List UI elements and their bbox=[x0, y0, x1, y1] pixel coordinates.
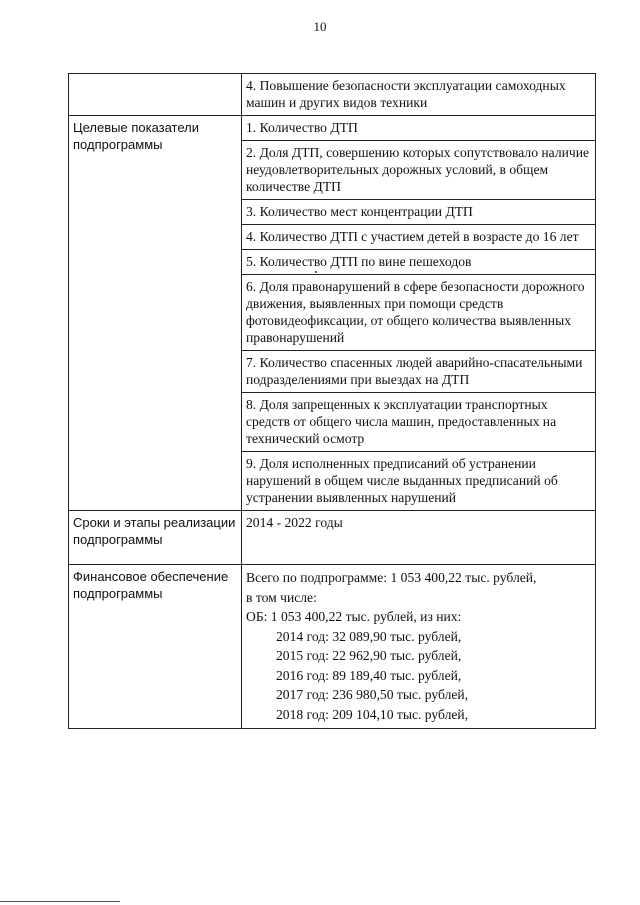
target-item-3: 3. Количество мест концентрации ДТП bbox=[242, 200, 596, 225]
table-row bbox=[69, 74, 596, 116]
finance-year-2015: 2015 год: 22 962,90 тыс. рублей, bbox=[276, 648, 462, 663]
row-label-empty bbox=[69, 74, 242, 116]
target-item-9: 9. Доля исполненных предписаний об устранении нарушений в общем числе выданных предписаний об устранении выявленных нарушений bbox=[242, 452, 596, 511]
row-value-terms: 2014 - 2022 годы bbox=[242, 511, 596, 565]
target-item-7: 7. Количество спасенных людей аварийно-спасательными подразделениями при выездах на ДТП bbox=[242, 351, 596, 393]
table-row bbox=[69, 116, 596, 141]
row-label-finance: Финансовое обеспечение подпрограммы bbox=[69, 565, 242, 729]
target-item-6: 6. Доля правонарушений в сфере безопасности дорожного движения, выявленных при помощи средств фотовидеофиксации, от общего количества выявленных правонарушений bbox=[242, 275, 596, 351]
scan-dot-mark bbox=[315, 271, 317, 273]
target-item-4: 4. Количество ДТП с участием детей в возрасте до 16 лет bbox=[242, 225, 596, 250]
target-item-5: 5. Количество ДТП по вине пешеходов bbox=[242, 250, 596, 275]
row-value-safety-machines: 4. Повышение безопасности эксплуатации самоходных машин и других видов техники bbox=[242, 74, 596, 116]
finance-year-2016: 2016 год: 89 189,40 тыс. рублей, bbox=[276, 667, 462, 683]
finance-total: Всего по подпрограмме: 1 053 400,22 тыс. рублей, bbox=[246, 570, 537, 585]
row-value-finance bbox=[242, 565, 596, 729]
finance-year-2014: 2014 год: 32 089,90 тыс. рублей, bbox=[276, 628, 462, 644]
page-number: 10 bbox=[313, 19, 327, 34]
target-item-1: 1. Количество ДТП bbox=[242, 116, 596, 141]
finance-year-2018: 2018 год: 209 104,10 тыс. рублей, bbox=[276, 706, 469, 722]
finance-year-2017: 2017 год: 236 980,50 тыс. рублей, bbox=[276, 687, 469, 702]
table-row bbox=[69, 565, 596, 729]
row-label-targets: Целевые показатели подпрограммы bbox=[69, 116, 242, 511]
program-passport-table bbox=[68, 73, 596, 729]
finance-including: в том числе: bbox=[246, 589, 317, 605]
target-item-2: 2. Доля ДТП, совершению которых сопутствовало наличие неудовлетворительных дорожных условий, в общем количестве ДТП bbox=[242, 141, 596, 200]
target-item-8: 8. Доля запрещенных к эксплуатации транспортных средств от общего числа машин, предоставленных на технический осмотр bbox=[242, 393, 596, 452]
row-label-terms: Сроки и этапы реализации подпрограммы bbox=[69, 511, 242, 565]
footnote-rule bbox=[0, 901, 120, 902]
finance-ob: ОБ: 1 053 400,22 тыс. рублей, из них: bbox=[246, 609, 462, 624]
table-row bbox=[69, 511, 596, 565]
